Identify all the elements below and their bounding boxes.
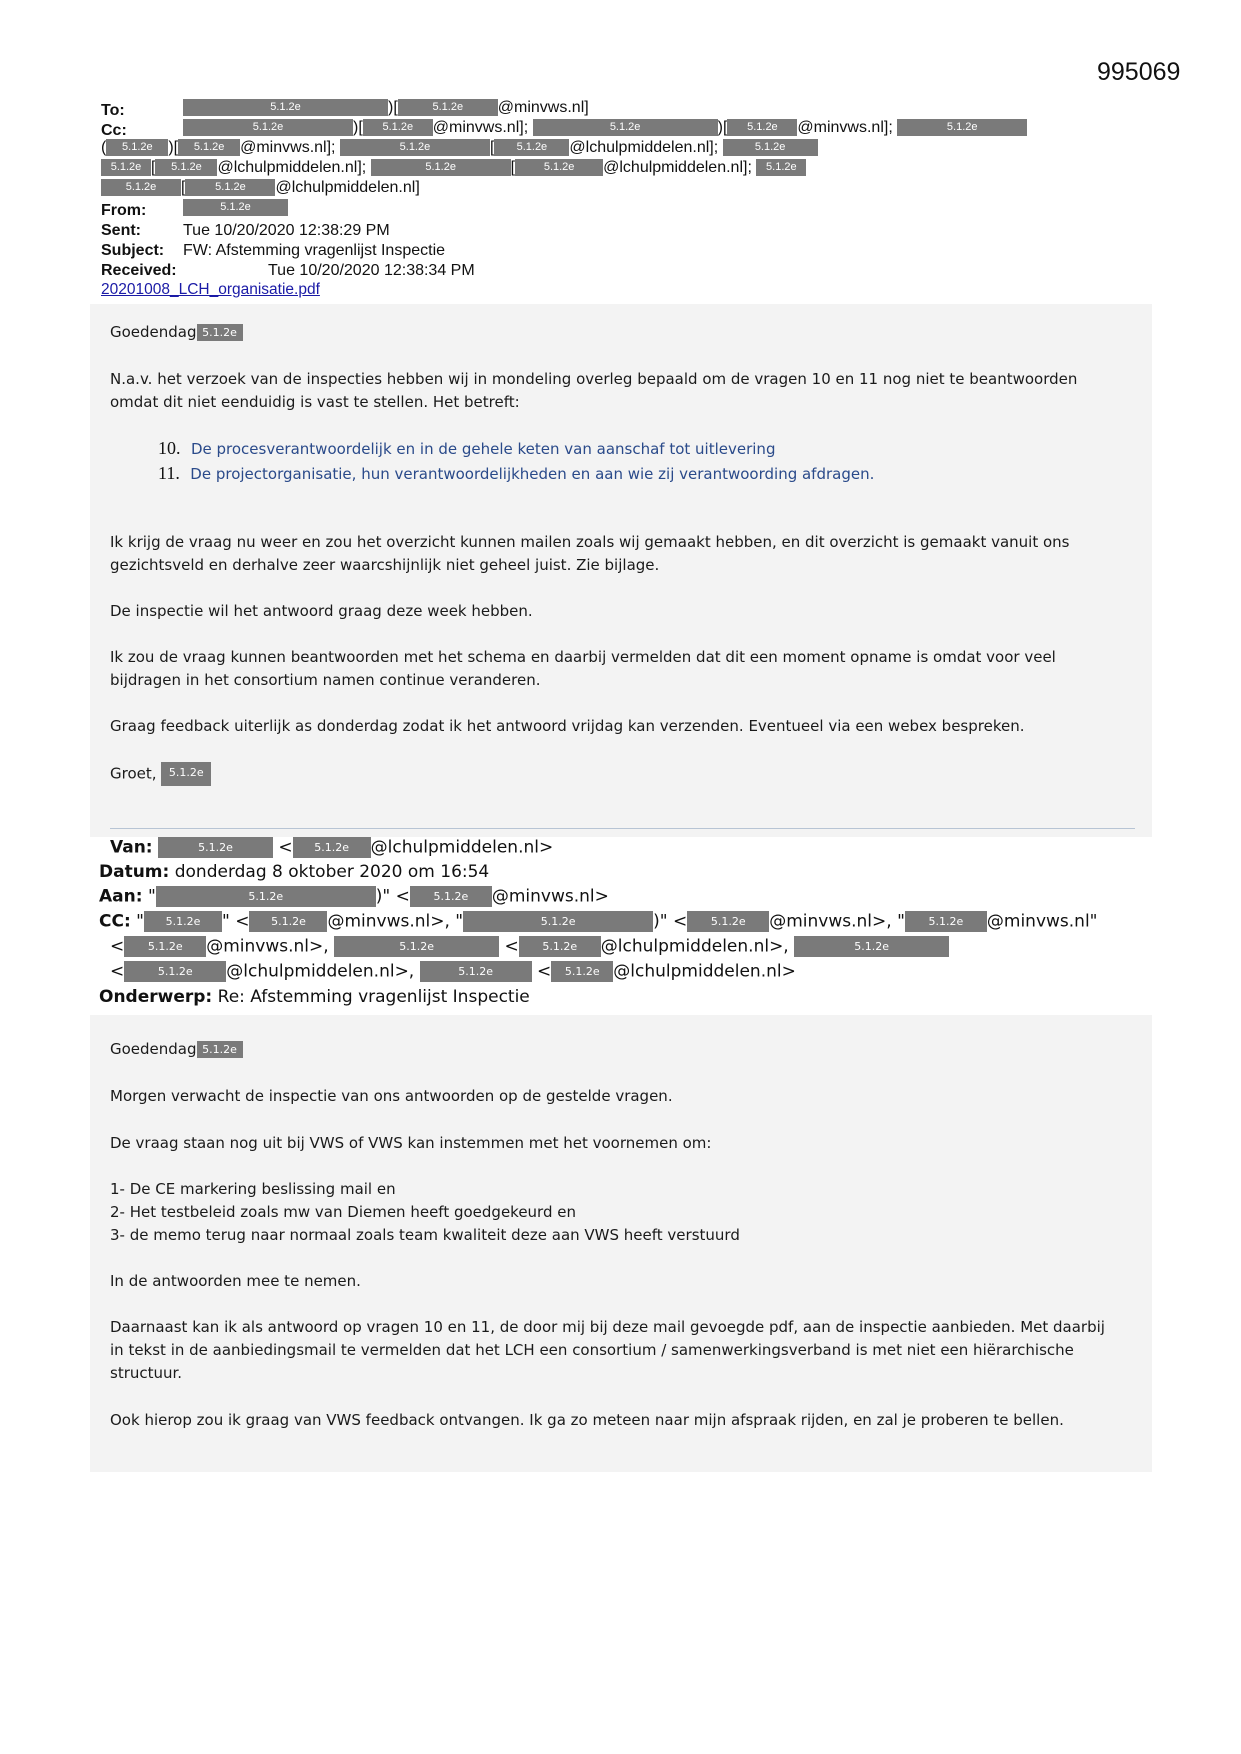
redaction-box: 5.1.2e [101, 179, 181, 196]
email-domain: @lchulpmiddelen.nl]; [603, 159, 752, 176]
redaction-box: 5.1.2e [178, 139, 240, 156]
redaction-box: 5.1.2e [463, 911, 653, 932]
redaction-box: 5.1.2e [197, 324, 243, 341]
redaction-box: 5.1.2e [515, 159, 603, 176]
received-value: Tue 10/20/2020 12:38:34 PM [268, 262, 475, 279]
list-item: 2- Het testbeleid zoals mw van Diemen heeft goedgekeurd en [110, 1203, 576, 1221]
email-domain: @minvws.nl] [497, 99, 589, 116]
greeting: Goedendag 5.1.2e [110, 323, 243, 341]
redaction-box: 5.1.2e [144, 911, 222, 932]
cc-recipients-line-2: ( 5.1.2e )[ 5.1.2e @minvws.nl]; 5.1.2e [ 5.1.2e @lchulpmiddelen.nl]; 5.1.2e [101, 138, 818, 158]
cc-line-1: CC: " 5.1.2e " < 5.1.2e @minvws.nl>, " 5.1.2e )" < 5.1.2e @minvws.nl>, " 5.1.2e @minvws.nl" [99, 911, 1098, 932]
paragraph: gezichtsveld en derhalve zeer waarcshijnlijk niet geheel juist. Zie bijlage. [110, 556, 660, 574]
redaction-box: 5.1.2e [185, 179, 275, 196]
redaction-box: 5.1.2e [687, 911, 769, 932]
aan-line: Aan: " 5.1.2e )" < 5.1.2e @minvws.nl> [99, 886, 609, 907]
paragraph: Ik krijg de vraag nu weer en zou het overzicht kunnen mailen zoals wij gemaakt hebben, en dit overzicht is gemaakt vanuit ons [110, 533, 1070, 551]
attachment-link[interactable]: 20201008_LCH_organisatie.pdf [101, 281, 320, 298]
email-domain: @minvws.nl]; [432, 119, 529, 136]
paragraph: omdat dit niet eenduidig is vast te stellen. Het betreft: [110, 393, 520, 411]
redaction-box: 5.1.2e [106, 139, 168, 156]
redaction-box: 5.1.2e [494, 139, 569, 156]
redaction-box: 5.1.2e [334, 936, 499, 957]
redaction-box: 5.1.2e [155, 159, 217, 176]
redaction-box: 5.1.2e [183, 99, 388, 116]
redaction-box: 5.1.2e [905, 911, 987, 932]
redaction-box: 5.1.2e [183, 119, 353, 136]
paragraph: Ook hierop zou ik graag van VWS feedback ontvangen. Ik ga zo meteen naar mijn afspraak rijden, en zal je proberen te bellen. [110, 1411, 1064, 1429]
received-label: Received: [101, 262, 177, 279]
paragraph: bijdragen in het consortium namen continue veranderen. [110, 671, 541, 689]
paragraph: Daarnaast kan ik als antwoord op vragen 10 en 11, de door mij bij deze mail gevoegde pdf, aan de inspectie aanbieden. Met daarbij [110, 1318, 1105, 1336]
redaction-box: 5.1.2e [533, 119, 718, 136]
cc-recipients-line-3: 5.1.2e [ 5.1.2e @lchulpmiddelen.nl]; 5.1.2e [ 5.1.2e @lchulpmiddelen.nl]; 5.1.2e [101, 158, 806, 178]
greeting: Goedendag 5.1.2e [110, 1040, 243, 1058]
subject-label: Subject: [101, 242, 165, 259]
cc-label: Cc: [101, 122, 127, 139]
redaction-box: 5.1.2e [371, 159, 511, 176]
redaction-box: 5.1.2e [363, 119, 433, 136]
redaction-box: 5.1.2e [727, 119, 797, 136]
redaction-box: 5.1.2e [340, 139, 490, 156]
cc-recipients-line-1: 5.1.2e )[ 5.1.2e @minvws.nl]; 5.1.2e )[ 5.1.2e @minvws.nl]; 5.1.2e [183, 118, 1027, 138]
from-label: From: [101, 202, 147, 219]
paragraph: De inspectie wil het antwoord graag deze week hebben. [110, 602, 533, 620]
paragraph: Morgen verwacht de inspectie van ons antwoorden op de gestelde vragen. [110, 1087, 673, 1105]
redaction-box: 5.1.2e [519, 936, 601, 957]
redaction-box: 5.1.2e [124, 961, 226, 982]
van-line: Van: 5.1.2e < 5.1.2e @lchulpmiddelen.nl> [110, 837, 554, 858]
sent-label: Sent: [101, 222, 141, 239]
redaction-box: 5.1.2e [293, 837, 371, 858]
redaction-box: 5.1.2e [156, 886, 376, 907]
redaction-box: 5.1.2e [723, 139, 818, 156]
redaction-box: 5.1.2e [897, 119, 1027, 136]
paragraph: in tekst in de aanbiedingsmail te vermelden dat het LCH een consortium / samenwerkingsverband is met niet een hiërarchische [110, 1341, 1074, 1359]
redaction-box: 5.1.2e [158, 837, 273, 858]
redaction-box: 5.1.2e [551, 961, 613, 982]
list-item: 3- de memo terug naar normaal zoals team kwaliteit deze aan VWS heeft verstuurd [110, 1226, 740, 1244]
redaction-box: 5.1.2e [410, 886, 492, 907]
redaction-box: 5.1.2e [249, 911, 327, 932]
closing: Groet, 5.1.2e [110, 762, 211, 786]
redaction-box: 5.1.2e [161, 762, 211, 786]
datum-line: Datum: donderdag 8 oktober 2020 om 16:54 [99, 862, 490, 882]
redaction-box: 5.1.2e [756, 159, 806, 176]
paragraph: structuur. [110, 1364, 183, 1382]
numbered-item: 10. De procesverantwoordelijk en in de gehele keten van aanschaf tot uitlevering [158, 438, 776, 458]
numbered-item: 11. De projectorganisatie, hun verantwoordelijkheden en aan wie zij verantwoording afdragen. [158, 463, 875, 483]
sent-value: Tue 10/20/2020 12:38:29 PM [183, 222, 390, 239]
document-number: 995069 [1097, 58, 1181, 86]
subject-value: FW: Afstemming vragenlijst Inspectie [183, 242, 446, 259]
email-domain: @minvws.nl]; [797, 119, 893, 136]
onderwerp-line: Onderwerp: Re: Afstemming vragenlijst Inspectie [99, 987, 530, 1007]
paragraph: Graag feedback uiterlijk as donderdag zodat ik het antwoord vrijdag kan verzenden. Eventueel via een webex bespreken. [110, 717, 1025, 735]
paragraph: In de antwoorden mee te nemen. [110, 1272, 361, 1290]
from-value [183, 198, 288, 218]
redaction-box: 5.1.2e [197, 1041, 243, 1058]
cc-line-2: < 5.1.2e @minvws.nl>, 5.1.2e < 5.1.2e @lchulpmiddelen.nl>, 5.1.2e [110, 936, 949, 957]
to-label: To: [101, 102, 125, 119]
redaction-box: 5.1.2e [183, 199, 288, 216]
redaction-box: 5.1.2e [420, 961, 532, 982]
paragraph: N.a.v. het verzoek van de inspecties hebben wij in mondeling overleg bepaald om de vragen 10 en 11 nog niet te beantwoorden [110, 370, 1078, 388]
redaction-box: 5.1.2e [398, 99, 498, 116]
paragraph: De vraag staan nog uit bij VWS of VWS kan instemmen met het voornemen om: [110, 1134, 712, 1152]
redaction-box: 5.1.2e [101, 159, 151, 176]
paragraph: Ik zou de vraag kunnen beantwoorden met het schema en daarbij vermelden dat dit een moment opname is omdat voor veel [110, 648, 1056, 666]
list-item: 1- De CE markering beslissing mail en [110, 1180, 396, 1198]
cc-line-3: < 5.1.2e @lchulpmiddelen.nl>, 5.1.2e < 5.1.2e @lchulpmiddelen.nl> [110, 961, 796, 982]
email-domain: @lchulpmiddelen.nl]; [217, 159, 367, 176]
cc-recipients-line-4: 5.1.2e [ 5.1.2e @lchulpmiddelen.nl] [101, 178, 420, 198]
separator-line [110, 828, 1135, 829]
to-recipients: 5.1.2e )[ 5.1.2e @minvws.nl] [183, 98, 589, 118]
email-domain: @lchulpmiddelen.nl] [275, 179, 420, 196]
redaction-box: 5.1.2e [124, 936, 206, 957]
email-domain: @minvws.nl]; [240, 139, 336, 156]
redaction-box: 5.1.2e [794, 936, 949, 957]
email-domain: @lchulpmiddelen.nl]; [569, 139, 719, 156]
